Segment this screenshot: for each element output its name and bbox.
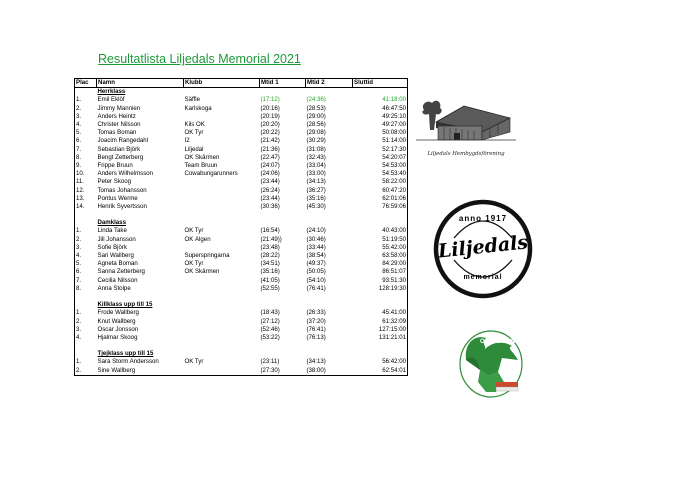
cell-namn: Sofie Björk <box>97 243 127 251</box>
cell-sluttid: 76:59:06 <box>353 203 408 211</box>
cell-plac: 8. <box>75 154 97 162</box>
section-header-row <box>75 301 408 309</box>
cell-mtid2: (76:13) <box>306 333 326 341</box>
cell-namn: Sara Storm Andersson <box>97 358 159 366</box>
result-row <box>75 367 408 376</box>
badge-name: Liljedals <box>436 231 530 263</box>
cell-klubb: Cowabungarunners <box>184 170 238 178</box>
section-title: Damklass <box>97 219 126 227</box>
cell-klubb <box>184 195 260 203</box>
result-row <box>75 178 408 186</box>
cell-mtid2: (33:04) <box>306 161 326 169</box>
cell-namn: Sari Wallberg <box>97 252 134 260</box>
result-row <box>75 317 408 325</box>
cell-klubb: I2 <box>184 137 190 145</box>
cell-mtid2: (34:13) <box>306 178 326 186</box>
result-row <box>75 358 408 366</box>
cell-plac: 2. <box>75 236 97 244</box>
cell-namn: Anders Heintz <box>97 112 136 120</box>
cell-klubb: Kils OK <box>184 121 205 129</box>
result-row <box>75 260 408 268</box>
cell-namn: Bengt Zetterberg <box>97 153 144 161</box>
cell-namn: Linda Take <box>97 227 127 235</box>
cell-namn: Frippe Bruun <box>97 161 133 169</box>
cell-mtid1: (20:19) <box>260 112 280 120</box>
blank-cell <box>306 219 353 227</box>
blank-cell <box>97 211 184 219</box>
blank-cell <box>184 88 260 97</box>
blank-row <box>75 293 408 301</box>
badge-year: anno 1917 <box>458 214 508 223</box>
cell-namn: Tomas Boman <box>97 129 137 137</box>
cell-mtid1: (30:36) <box>260 202 280 210</box>
cell-namn: Frode Wallberg <box>97 309 139 317</box>
cell-plac: 1. <box>75 309 97 317</box>
blank-cell <box>75 219 97 227</box>
result-row <box>75 129 408 137</box>
cell-klubb <box>184 309 260 317</box>
result-row <box>75 334 408 342</box>
cell-plac: 14. <box>75 203 97 211</box>
cell-namn: Jill Johansson <box>97 235 136 243</box>
cell-klubb: OK Skärmen <box>184 153 220 161</box>
cell-namn: Henrik Syvertsson <box>97 202 147 210</box>
result-row <box>75 146 408 154</box>
cell-plac: 3. <box>75 244 97 252</box>
cell-mtid1: (20:22) <box>260 129 280 137</box>
cell-sluttid: 62:01:06 <box>353 195 408 203</box>
cell-mtid2: (37:20) <box>306 317 326 325</box>
blank-cell <box>353 219 408 227</box>
cell-mtid1: (27:12) <box>260 317 280 325</box>
blank-cell <box>353 293 408 301</box>
cell-klubb <box>184 317 260 325</box>
blank-cell <box>97 342 184 350</box>
ok-algen-label: OK ÄLGEN <box>480 339 516 345</box>
cell-plac: 1. <box>75 96 97 104</box>
result-row <box>75 154 408 162</box>
cell-mtid2: (76:41) <box>306 284 326 292</box>
result-row <box>75 170 408 178</box>
cell-mtid1: (53:22) <box>260 333 280 341</box>
cell-sluttid: 52:17:30 <box>353 146 408 154</box>
cell-sluttid: 63:58:00 <box>353 252 408 260</box>
cell-plac: 4. <box>75 121 97 129</box>
blank-cell <box>260 88 306 97</box>
cell-namn: Pontus Werme <box>97 194 138 202</box>
cell-klubb <box>184 186 260 194</box>
cell-mtid1: (23:11) <box>260 358 280 366</box>
result-row <box>75 244 408 252</box>
cell-mtid1: (21:49)) <box>260 235 282 243</box>
cell-plac: 5. <box>75 260 97 268</box>
cell-klubb <box>184 334 260 342</box>
cell-mtid1: (20:20) <box>260 121 280 129</box>
col-sluttid: Sluttid <box>353 79 408 88</box>
result-row <box>75 227 408 235</box>
blank-cell <box>260 342 306 350</box>
cell-sluttid: 131:21:01 <box>353 334 408 342</box>
cell-plac: 11. <box>75 178 97 186</box>
cell-plac: 7. <box>75 277 97 285</box>
blank-cell <box>306 88 353 97</box>
cell-namn: Joacim Rangedahl <box>97 137 148 145</box>
cell-mtid2: (32:43) <box>306 153 326 161</box>
cell-mtid1: (27:30) <box>260 367 306 376</box>
cell-sluttid: 93:51:30 <box>353 277 408 285</box>
cell-klubb: OK Tyr <box>184 260 204 268</box>
blank-cell <box>260 301 306 309</box>
cell-plac: 8. <box>75 285 97 293</box>
result-row <box>75 121 408 129</box>
cell-mtid1: (28:22) <box>260 252 280 260</box>
blank-cell <box>75 301 97 309</box>
cell-mtid1: (20:16) <box>260 104 280 112</box>
cell-mtid2: (76:41) <box>306 325 326 333</box>
cell-mtid1: (24:06) <box>260 170 280 178</box>
cell-sluttid: 51:14:00 <box>353 137 408 145</box>
cell-klubb <box>184 367 260 376</box>
cell-mtid2: (34:13) <box>306 358 326 366</box>
blank-cell <box>97 293 184 301</box>
page-title: Resultatlista Liljedals Memorial 2021 <box>98 52 301 66</box>
cell-plac: 4. <box>75 334 97 342</box>
hembygd-caption: Liljedals Hembygdsförening <box>427 151 505 157</box>
table-header-row <box>75 79 408 88</box>
cell-klubb <box>184 285 260 293</box>
cell-mtid2: (28:56) <box>306 121 326 129</box>
blank-cell <box>306 211 353 219</box>
cell-mtid1: (22:47) <box>260 153 280 161</box>
cell-namn: Christer Nilsson <box>97 121 141 129</box>
blank-cell <box>306 301 353 309</box>
cell-namn: Sine Wallberg <box>97 367 184 376</box>
blank-cell <box>184 342 260 350</box>
cell-mtid2: (28:53) <box>306 104 326 112</box>
building-icon <box>410 96 522 152</box>
blank-cell <box>184 219 260 227</box>
cell-sluttid: 127:15:00 <box>353 326 408 334</box>
result-row <box>75 186 408 194</box>
section-header-row <box>75 350 408 358</box>
blank-cell <box>75 211 97 219</box>
blank-cell <box>75 350 97 358</box>
cell-plac: 5. <box>75 129 97 137</box>
cell-mtid1: (52:55) <box>260 284 280 292</box>
cell-mtid2: (49:37) <box>306 260 326 268</box>
cell-sluttid: 84:29:00 <box>353 260 408 268</box>
cell-namn: Agneta Boman <box>97 260 138 268</box>
cell-sluttid: 46:47:50 <box>353 105 408 113</box>
col-klubb: Klubb <box>184 79 260 88</box>
blank-cell <box>353 350 408 358</box>
section-title: Killklass upp till 15 <box>97 301 153 309</box>
cell-klubb: OK Tyr <box>184 227 204 235</box>
result-row <box>75 326 408 334</box>
results-table <box>74 78 408 376</box>
cell-sluttid: 41:18:00 <box>353 96 408 104</box>
cell-sluttid: 49:27:00 <box>353 121 408 129</box>
cell-sluttid: 40:43:00 <box>353 227 408 235</box>
result-row <box>75 96 408 104</box>
cell-klubb: Team Bruun <box>184 161 218 169</box>
result-row <box>75 162 408 170</box>
cell-klubb: Superspringarna <box>184 252 230 260</box>
cell-plac: 2. <box>75 367 97 376</box>
result-row <box>75 285 408 293</box>
cell-namn: Tomas Johansson <box>97 186 147 194</box>
cell-klubb: OK Tyr <box>184 129 204 137</box>
cell-klubb: Säffle <box>184 96 200 104</box>
cell-namn: Peter Skoog <box>97 178 132 186</box>
cell-mtid2: (33:00) <box>306 170 326 178</box>
cell-sluttid: 128:19:30 <box>353 285 408 293</box>
cell-mtid2: (38:54) <box>306 252 326 260</box>
cell-mtid1: (24:07) <box>260 161 280 169</box>
cell-klubb: OK Älgen <box>184 235 211 243</box>
blank-cell <box>306 350 353 358</box>
blank-cell <box>260 211 306 219</box>
cell-mtid2: (35:16) <box>306 194 326 202</box>
blank-cell <box>260 350 306 358</box>
cell-mtid2: (38:00) <box>306 367 353 376</box>
cell-plac: 3. <box>75 113 97 121</box>
cell-namn: Anna Stolpe <box>97 284 131 292</box>
cell-mtid1: (23:44) <box>260 178 280 186</box>
blank-row <box>75 342 408 350</box>
section-title: Herrklass <box>97 88 126 96</box>
cell-namn: Sebastian Björk <box>97 145 141 153</box>
result-row <box>75 113 408 121</box>
cell-sluttid: 45:41:00 <box>353 309 408 317</box>
cell-klubb <box>184 178 260 186</box>
cell-plac: 4. <box>75 252 97 260</box>
cell-plac: 7. <box>75 146 97 154</box>
cell-klubb: OK Skärmen <box>184 268 220 276</box>
cell-namn: Oscar Jonsson <box>97 325 139 333</box>
cell-mtid2: (24:10) <box>306 227 326 235</box>
cell-plac: 9. <box>75 162 97 170</box>
result-row <box>75 137 408 145</box>
blank-cell <box>184 293 260 301</box>
cell-mtid2: (50:05) <box>306 268 326 276</box>
col-namn: Namn <box>97 79 184 88</box>
cell-sluttid: 86:51:07 <box>353 268 408 276</box>
cell-mtid2: (30:46) <box>306 235 326 243</box>
badge-memorial: memorial <box>463 274 503 281</box>
cell-mtid1: (21:36) <box>260 145 280 153</box>
cell-namn: Jimmy Mannien <box>97 104 141 112</box>
cell-sluttid: 61:32:09 <box>353 317 408 325</box>
cell-plac: 6. <box>75 137 97 145</box>
section-header-row <box>75 88 408 97</box>
cell-mtid1: (23:44) <box>260 194 280 202</box>
cell-plac: 1. <box>75 358 97 366</box>
cell-sluttid: 56:42:00 <box>353 358 408 366</box>
cell-sluttid: 51:19:50 <box>353 236 408 244</box>
blank-cell <box>353 88 408 97</box>
cell-mtid1: (17:12) <box>260 96 280 104</box>
cell-plac: 12. <box>75 186 97 194</box>
col-mtid1: Mtid 1 <box>260 79 306 88</box>
cell-mtid1: (34:51) <box>260 260 280 268</box>
result-row <box>75 309 408 317</box>
blank-cell <box>306 293 353 301</box>
result-row <box>75 105 408 113</box>
cell-mtid2: (36:27) <box>306 186 326 194</box>
cell-klubb <box>184 326 260 334</box>
cell-sluttid: 54:53:00 <box>353 162 408 170</box>
cell-mtid1: (52:46) <box>260 325 280 333</box>
cell-mtid1: (16:54) <box>260 227 280 235</box>
blank-cell <box>353 301 408 309</box>
cell-mtid2: (29:00) <box>306 112 326 120</box>
cell-sluttid: 49:25:10 <box>353 113 408 121</box>
cell-plac: 3. <box>75 326 97 334</box>
cell-sluttid: 58:22:00 <box>353 178 408 186</box>
result-row <box>75 195 408 203</box>
cell-klubb: Liljedal <box>184 145 204 153</box>
blank-cell <box>260 219 306 227</box>
cell-sluttid: 54:53:40 <box>353 170 408 178</box>
cell-klubb <box>184 277 260 285</box>
cell-mtid1: (23:48) <box>260 243 280 251</box>
cell-klubb <box>184 244 260 252</box>
blank-cell <box>353 342 408 350</box>
cell-plac: 1. <box>75 227 97 235</box>
hembygdsforening-logo <box>410 96 522 157</box>
blank-cell <box>184 211 260 219</box>
cell-namn: Cecilia Nilsson <box>97 276 138 284</box>
cell-namn: Knut Wallberg <box>97 317 136 325</box>
cell-plac: 6. <box>75 268 97 276</box>
cell-sluttid: 62:54:01 <box>353 367 408 376</box>
cell-sluttid: 50:08:00 <box>353 129 408 137</box>
result-row <box>75 236 408 244</box>
col-plac: Plac <box>75 79 97 88</box>
cell-plac: 10. <box>75 170 97 178</box>
section-header-row <box>75 219 408 227</box>
result-row <box>75 277 408 285</box>
cell-mtid2: (54:10) <box>306 276 326 284</box>
cell-sluttid: 60:47:20 <box>353 186 408 194</box>
cell-klubb <box>184 113 260 121</box>
cell-mtid1: (35:16) <box>260 268 280 276</box>
result-row <box>75 268 408 276</box>
blank-cell <box>306 342 353 350</box>
cell-klubb <box>184 203 260 211</box>
blank-cell <box>75 88 97 97</box>
cell-sluttid: 54:20:07 <box>353 154 408 162</box>
cell-plac: 13. <box>75 195 97 203</box>
cell-mtid2: (45:30) <box>306 202 326 210</box>
cell-mtid2: (29:08) <box>306 129 326 137</box>
cell-plac: 2. <box>75 317 97 325</box>
blank-cell <box>75 293 97 301</box>
blank-cell <box>184 301 260 309</box>
section-title: Tjejklass upp till 15 <box>97 350 154 358</box>
blank-cell <box>353 211 408 219</box>
result-row <box>75 252 408 260</box>
blank-row <box>75 211 408 219</box>
ok-algen-logo <box>458 330 524 398</box>
blank-cell <box>75 342 97 350</box>
cell-plac: 2. <box>75 105 97 113</box>
blank-cell <box>260 293 306 301</box>
cell-mtid2: (26:33) <box>306 309 326 317</box>
cell-mtid2: (33:44) <box>306 243 326 251</box>
cell-mtid1: (18:43) <box>260 309 280 317</box>
cell-namn: Sanna Zetterberg <box>97 268 145 276</box>
cell-sluttid: 55:42:00 <box>353 244 408 252</box>
cell-namn: Emil Eklöf <box>97 96 125 104</box>
cell-klubb: OK Tyr <box>184 358 204 366</box>
cell-mtid1: (26:24) <box>260 186 280 194</box>
blank-cell <box>184 350 260 358</box>
col-mtid2: Mtid 2 <box>306 79 353 88</box>
cell-namn: Anders Wilhelmsson <box>97 170 154 178</box>
cell-mtid1: (21:42) <box>260 137 280 145</box>
cell-mtid2: (30:29) <box>306 137 326 145</box>
result-row <box>75 203 408 211</box>
liljedals-memorial-badge <box>430 196 536 302</box>
cell-klubb: Karlskoga <box>184 104 212 112</box>
cell-namn: Hjalmar Skoog <box>97 333 138 341</box>
results-body <box>75 88 408 376</box>
cell-mtid2: (31:08) <box>306 145 326 153</box>
cell-mtid2: (24:36) <box>306 96 326 104</box>
cell-mtid1: (41:05) <box>260 276 280 284</box>
